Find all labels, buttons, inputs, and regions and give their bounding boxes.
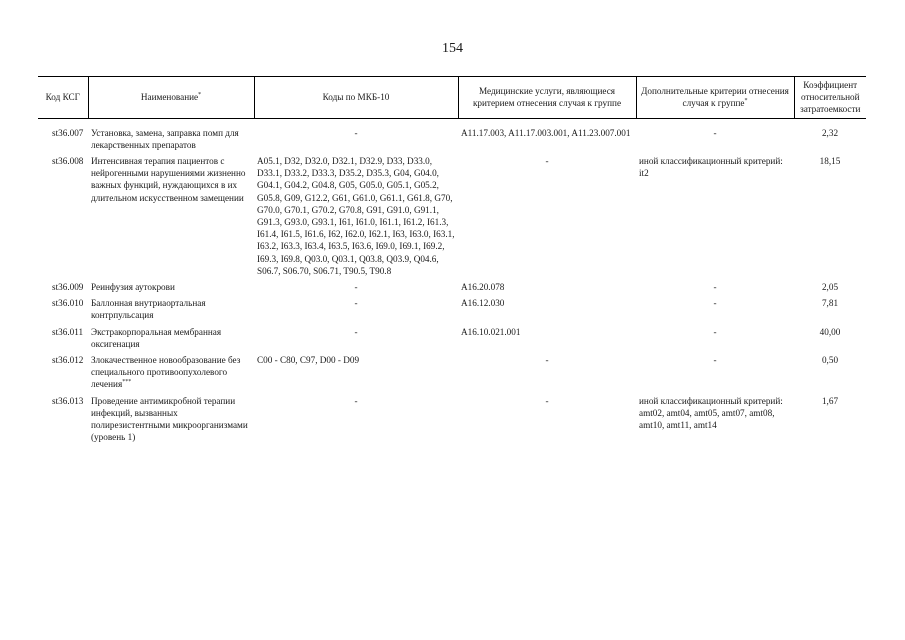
cell-coef: 40,00 (819, 326, 841, 337)
header-services: Медицинские услуги, являющиеся критерием отнесения случая к группе (458, 77, 636, 119)
table-row (38, 326, 866, 354)
cell-name: Злокачественное новообразование без специального противоопухолевого лечения*** (91, 355, 241, 390)
cell-coef: 1,67 (821, 395, 839, 406)
table-row (38, 354, 866, 395)
cell-criteria: - (713, 355, 717, 366)
table-row (38, 281, 866, 297)
cell-code: st36.009 (52, 282, 84, 293)
cell-services: - (545, 156, 549, 167)
table-row (38, 127, 866, 155)
header-criteria: Дополнительные критерии отнесения случая к группе* (636, 77, 794, 119)
cell-services: A11.17.003, A11.17.003.001, A11.23.007.001 (461, 127, 631, 138)
cell-name: Интенсивная терапия пациентов с нейрогенными нарушениями жизненно важных функций, нуждающихся в их длительном искусственном замещении (91, 156, 246, 203)
cell-name: Баллонная внутриаортальная контрпульсация (91, 298, 206, 321)
cell-coef: 2,05 (821, 282, 839, 293)
cell-services: A16.10.021.001 (461, 326, 521, 337)
cell-mkb: - (354, 395, 358, 406)
header-coef: Коэффициент относительной затратоемкости (794, 77, 866, 119)
cell-mkb: - (354, 326, 358, 337)
cell-mkb: A05.1, D32, D32.0, D32.1, D32.9, D33, D33.0, D33.1, D33.2, D33.3, D35.2, D35.3, G04, G04.0, G04.1, G04.2, G04.8, G05, G05.0, G05.1, G05.2, G05.8, G09, G12.2, G61, G61.0, G61.1, G61.8, G70, G70.0, G70.1, G70.2, G70.8, G91, G91.0, G91.1, G91.3, G93.0, G93.1, I61, I61.0, I61.1, I61.2, I61.3, I61.4, I61.5, I61.6, I62, I62.0, I62.1, I63, I63.0, I63.1, I63.2, I63.3, I63.4, I63.5, I63.6, I69.0, I69.1, I69.2, I69.3, I69.8, Q03.0, Q03.1, Q03.8, Q03.9, Q04.6, S06.7, S06.70, S06.71, T90.5, T90.8 (257, 156, 455, 276)
header-name: Наименование* (88, 77, 254, 119)
cell-code: st36.013 (52, 395, 84, 406)
cell-coef: 7,81 (821, 298, 839, 309)
table-row (38, 395, 866, 448)
cell-mkb: - (354, 127, 358, 138)
page-number: 154 (442, 41, 463, 56)
cell-services: - (545, 395, 549, 406)
cell-code: st36.011 (52, 326, 84, 337)
header-code: Код КСГ (38, 77, 88, 119)
cell-criteria: - (713, 298, 717, 309)
cell-criteria: иной классификационный критерий: it2 (639, 156, 783, 179)
cell-mkb: - (354, 282, 358, 293)
cell-coef: 18,15 (819, 156, 841, 167)
cell-mkb: C00 - C80, C97, D00 - D09 (257, 355, 360, 366)
cell-services: A16.12.030 (461, 298, 505, 309)
cell-code: st36.008 (52, 156, 84, 167)
header-mkb: Коды по МКБ-10 (254, 77, 458, 119)
cell-services: - (545, 355, 549, 366)
cell-criteria: иной классификационный критерий: amt02, amt04, amt05, amt07, amt08, amt10, amt11, amt14 (639, 395, 783, 431)
cell-coef: 0,50 (821, 355, 839, 366)
cell-name: Экстракорпоральная мембранная оксигенация (91, 326, 222, 349)
cell-criteria: - (713, 127, 717, 138)
cell-criteria: - (713, 326, 717, 337)
cell-name: Проведение антимикробной терапии инфекций, вызванных полирезистентными микроорганизмами (уровень 1) (91, 395, 248, 443)
table-row (38, 297, 866, 325)
table-row (38, 155, 866, 281)
table-header-row (38, 77, 866, 119)
cell-code: st36.010 (52, 298, 84, 309)
cell-mkb: - (354, 298, 358, 309)
cell-services: A16.20.078 (461, 282, 505, 293)
cell-coef: 2,32 (821, 127, 839, 138)
cell-code: st36.007 (52, 127, 84, 138)
cell-name: Установка, замена, заправка помп для лекарственных препаратов (91, 127, 239, 150)
cell-code: st36.012 (52, 355, 84, 366)
cell-name: Реинфузия аутокрови (91, 282, 175, 293)
ksg-table (38, 76, 866, 447)
cell-criteria: - (713, 282, 717, 293)
